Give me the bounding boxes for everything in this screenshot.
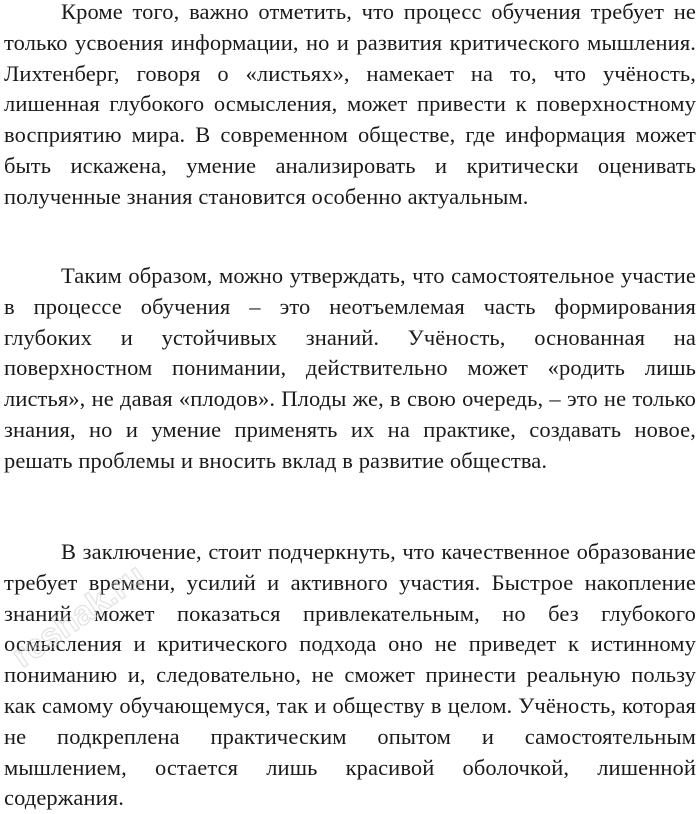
- paragraph-3: В заключение, стоит подчеркнуть, что качественное образование требует времени, усилий и активного участия. Быстрое накопление знаний может показаться привлекательным, но без глубокого осмысления и критического подхода оно не приведет к истинному пониманию и, следовательно, не сможет принести реальную пользу как самому обучающемуся, так и обществу в целом. Учёность, которая не подкреплена практическим опытом и самостоятельным мышлением, остается лишь красивой оболочкой, лишенной содержания.: [4, 539, 696, 811]
- paragraph-1: Кроме того, важно отметить, что процесс обучения требует не только усвоения информации, но и развития критического мышления. Лихтенберг, говоря о «листьях», намекает на то, что учёность, лишенная глубокого осмысления, может привести к поверхностному восприятию мира. В современном обществе, где информация может быть искажена, умение анализировать и критически оценивать полученные знания становится особенно актуальным.: [4, 0, 696, 209]
- paragraph-2: Таким образом, можно утверждать, что самостоятельное участие в процессе обучения – это неотъемлемая часть формирования глубоких и устойчивых знаний. Учёность, основанная на поверхностном понимании, действительно может «родить лишь листья», не давая «плодов». Плоды же, в свою очередь, – это не только знания, но и умение применять их на практике, создавать новое, решать проблемы и вносить вклад в развитие общества.: [4, 263, 696, 473]
- svg-text:reshak.ru: reshak.ru: [5, 556, 153, 676]
